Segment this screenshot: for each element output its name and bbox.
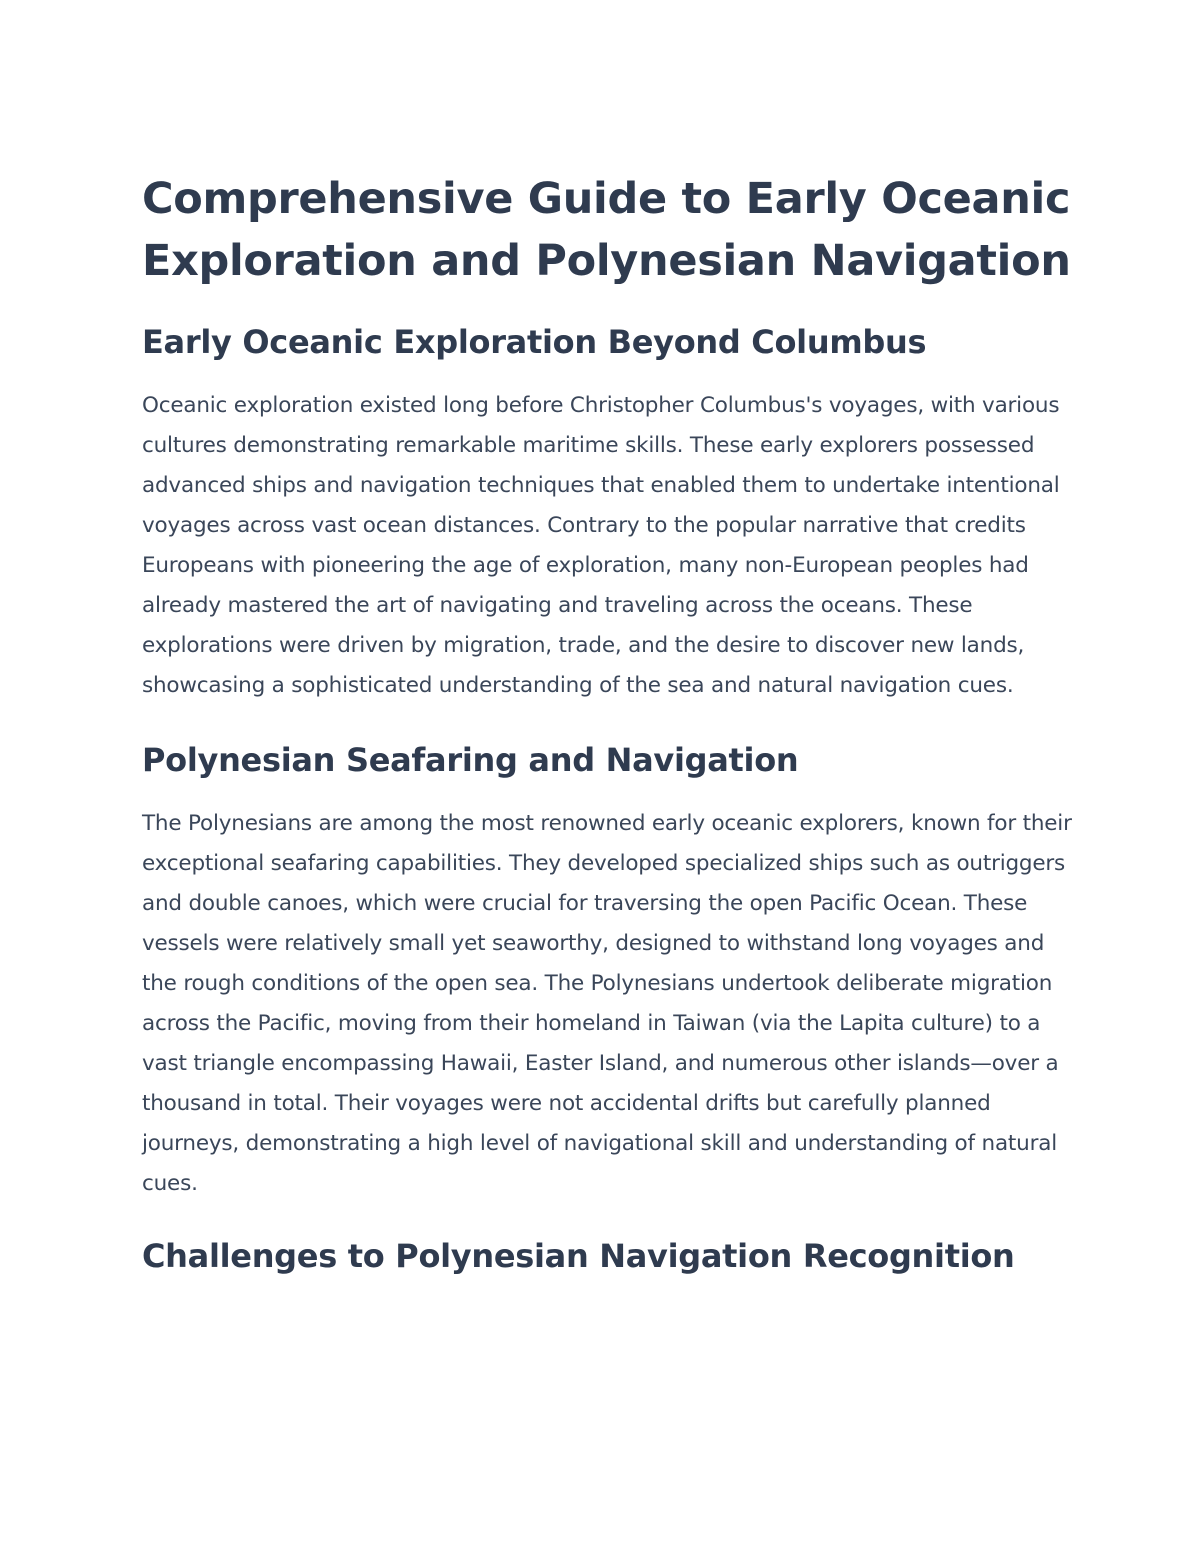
document-page [142, 168, 1072, 1278]
section-body-early-exploration: Oceanic exploration existed long before Christopher Columbus's voyages, with various cultures demonstrating remarkable maritime skills. These early explorers possessed advanced ships and navigation techniques that enabled them to undertake intentional voyages across vast ocean distances. Contrary to the popular narrative that credits Europeans with pioneering the age of exploration, many non-European peoples had already mastered the art of navigating and traveling across the oceans. These explorations were driven by migration, trade, and the desire to discover new lands, showcasing a sophisticated understanding of the sea and natural navigation cues. [142, 393, 1060, 698]
section-heading-polynesian-seafaring: Polynesian Seafaring and Navigation [142, 741, 799, 779]
document-title: Comprehensive Guide to Early Oceanic Exploration and Polynesian Navigation [142, 174, 1071, 286]
section-heading-challenges: Challenges to Polynesian Navigation Recognition [142, 1237, 1015, 1275]
section-heading-early-exploration: Early Oceanic Exploration Beyond Columbus [142, 323, 927, 361]
section-body-polynesian-seafaring: The Polynesians are among the most renowned early oceanic explorers, known for their exceptional seafaring capabilities. They developed specialized ships such as outriggers and double canoes, which were crucial for traversing the open Pacific Ocean. These vessels were relatively small yet seaworthy, designed to withstand long voyages and the rough conditions of the open sea. The Polynesians undertook deliberate migration across the Pacific, moving from their homeland in Taiwan (via the Lapita culture) to a vast triangle encompassing Hawaii, Easter Island, and numerous other islands—over a thousand in total. Their voyages were not accidental drifts but carefully planned journeys, demonstrating a high level of navigational skill and understanding of natural cues. [142, 811, 1072, 1196]
